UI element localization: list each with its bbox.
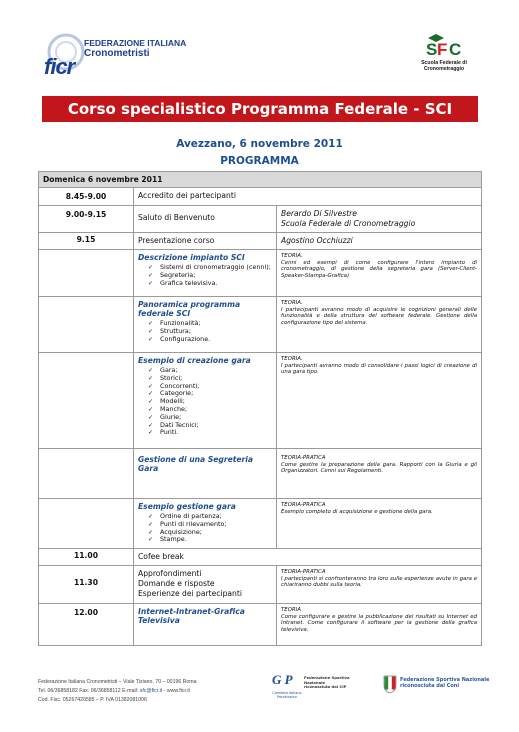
table-row	[39, 188, 482, 206]
note-body: I partecipanti si confronteranno tra loro sulle esperienze avute in gara e chiariranno dubbi sulla teoria.	[281, 575, 478, 589]
sfc-school-line2: Cronometraggio	[423, 66, 465, 72]
list-item: ✓ Ordine di partenza;	[148, 513, 272, 521]
footer-line1: Federazione Italiana Cronometristi – Viale Tiziano, 70 – 00196 Roma	[38, 679, 197, 685]
sfc-emblem-icon	[422, 30, 466, 58]
note-cell	[277, 250, 482, 297]
discussion-line: Approfondimenti	[138, 569, 202, 578]
session-cell	[134, 604, 277, 646]
session-title: Esempio gestione gara	[138, 502, 236, 511]
list-item: ✓ Manche;	[148, 406, 272, 414]
cip-text: Federazione Sportiva Nazionale riconosciuta dal CIP	[304, 675, 350, 690]
list-item: ✓ Categorie;	[148, 390, 272, 398]
time-cell-empty	[39, 297, 134, 353]
session-title: Gestione di una Segreteria Gara	[138, 455, 254, 473]
session-title: Internet-Intranet-Grafica Televisiva	[138, 607, 245, 625]
time-cell-empty	[39, 353, 134, 449]
note-title: TEORIA-PRATICA	[281, 502, 326, 508]
note-body: Come configurare e gestire la pubblicazione dei risultati su Internet ed Intranet. Come configurare il software per la gestione della grafica televisiva.	[281, 613, 478, 633]
list-item: ✓ Segreteria;	[148, 272, 272, 280]
svg-text:C: C	[449, 40, 462, 58]
session-cell	[134, 297, 277, 353]
note-body: Esempio completo di acquisizione e gestione della gara.	[281, 508, 433, 515]
footer-line2	[38, 687, 197, 696]
note-body: Cenni ed esempi di come configurare l'intero impianto di cronometraggio, di gestione della segreteria gara (Server-Client-Speaker-Stampa-Grafica)	[281, 259, 478, 279]
note-body: Come gestire la preparazione della gara. Rapporti con la Giuria e gli Organizzatori. Cenni sui Regolamenti.	[281, 461, 478, 475]
time-cell-empty	[39, 499, 134, 549]
note-cell	[277, 604, 482, 646]
table-row	[39, 449, 482, 499]
day-row	[39, 172, 482, 188]
table-row	[39, 250, 482, 297]
cip-mark: G P	[272, 672, 293, 687]
session-cell	[134, 499, 277, 549]
time-cell: 11.30	[39, 566, 134, 604]
activity-cell: Accredito dei partecipanti	[134, 188, 482, 206]
note-title: TEORIA-PRATICA	[281, 569, 326, 575]
page-title: Corso specialistico Programma Federale - SCI	[42, 96, 478, 122]
footer-line3: Cod. Fisc. 05267420585 – P. IVA 01382081006	[38, 697, 147, 703]
table-row	[39, 233, 482, 250]
activity-cell	[134, 566, 277, 604]
footer-phone: Tel. 06/36858182 Fax: 06/36858112 E-mail:	[38, 688, 140, 694]
svg-text:F: F	[437, 40, 448, 58]
table-row	[39, 549, 482, 566]
session-cell	[134, 353, 277, 449]
time-cell-empty	[39, 250, 134, 297]
ficr-org-line2: Cronometristi	[84, 48, 150, 59]
ficr-org-line1: FEDERAZIONE ITALIANA	[84, 38, 187, 48]
activity-cell: Cofee break	[134, 549, 482, 566]
table-row	[39, 206, 482, 233]
footer-sep: -	[162, 688, 167, 694]
list-item: ✓ Sistemi di cronometraggio (cenni);	[148, 264, 272, 272]
session-items	[148, 513, 272, 544]
list-item: ✓ Gara;	[148, 367, 272, 375]
note-cell	[277, 297, 482, 353]
session-title: Descrizione impianto SCI	[138, 253, 245, 262]
note-cell	[277, 566, 482, 604]
note-body: I partecipanti avranno modo di consolidare i passi logici di creazione di una gara tipo.	[281, 362, 478, 376]
list-item: ✓ Dati Tecnici;	[148, 422, 272, 430]
italia-shield-icon	[383, 674, 397, 694]
list-item: ✓ Modelli;	[148, 398, 272, 406]
time-cell: 8.45-9.00	[39, 188, 134, 206]
speaker-cell	[277, 206, 482, 233]
list-item: ✓ Acquisizione;	[148, 529, 272, 537]
list-item: ✓ Stampe.	[148, 536, 272, 544]
time-cell: 9.15	[39, 233, 134, 250]
note-cell	[277, 449, 482, 499]
note-title: TEORIA.	[281, 300, 303, 306]
note-title: TEORIA-PRATICA	[281, 455, 326, 461]
time-cell: 12.00	[39, 604, 134, 646]
note-body: I partecipanti avranno modo di acquisire le cognizioni generali delle funzionalità e della struttura del software federale. Gestione della configurazione tipo del sistema.	[281, 306, 478, 326]
table-row	[39, 353, 482, 449]
session-cell	[134, 250, 277, 297]
time-cell: 11.00	[39, 549, 134, 566]
time-cell-empty	[39, 449, 134, 499]
list-item: ✓ Storici;	[148, 375, 272, 383]
ficr-logo	[42, 32, 192, 80]
list-item: ✓ Concorrenti;	[148, 383, 272, 391]
session-items	[148, 320, 272, 343]
session-title: Esempio di creazione gara	[138, 356, 251, 365]
session-cell	[134, 449, 277, 499]
ficr-wordmark: ficr	[44, 54, 75, 79]
list-item: ✓ Struttura;	[148, 328, 272, 336]
note-cell	[277, 499, 482, 549]
svg-text:S: S	[426, 40, 438, 58]
discussion-line: Domande e risposte	[138, 579, 215, 588]
coni-logo	[383, 674, 493, 700]
list-item: ✓ Punti.	[148, 429, 272, 437]
table-row	[39, 297, 482, 353]
sfc-school-line1: Scuola Federale di	[421, 60, 467, 66]
cip-sub: Comitato Italiano Paralimpico	[272, 691, 302, 699]
note-title: TEORIA.	[281, 356, 303, 362]
activity-cell: Saluto di Benvenuto	[134, 206, 277, 233]
list-item: ✓ Punti di rilevamento;	[148, 521, 272, 529]
list-item: ✓ Configurazione.	[148, 336, 272, 344]
footer-web-link[interactable]: www.ficr.it	[166, 688, 190, 694]
discussion-line: Esperienze dei partecipanti	[138, 589, 242, 598]
program-heading: PROGRAMMA	[220, 155, 299, 167]
time-cell: 9.00-9.15	[39, 206, 134, 233]
table-row	[39, 604, 482, 646]
session-items	[148, 367, 272, 437]
table-row	[39, 499, 482, 549]
activity-cell: Presentazione corso	[134, 233, 277, 250]
coni-text: Federazione Sportiva Nazionale riconosciuta dal Coni	[400, 677, 490, 690]
sfc-logo	[412, 30, 476, 80]
footer-address	[38, 678, 197, 705]
cip-logo	[272, 672, 352, 702]
speaker-affiliation: Scuola Federale di Cronometraggio	[281, 219, 416, 228]
list-item: ✓ Funzionalità;	[148, 320, 272, 328]
session-title: Panoramica programma federale SCI	[138, 300, 241, 318]
speaker-name: Agostino Occhiuzzi	[277, 233, 482, 250]
footer-email-link[interactable]: sfc@ficr.it	[139, 688, 163, 694]
note-cell	[277, 353, 482, 449]
day-label: Domenica 6 novembre 2011	[39, 172, 482, 188]
list-item: ✓ Grafica televisiva.	[148, 280, 272, 288]
note-title: TEORIA.	[281, 253, 303, 259]
speaker-name: Berardo Di Silvestre	[281, 209, 357, 218]
location-date: Avezzano, 6 novembre 2011	[176, 138, 343, 150]
session-items	[148, 264, 272, 287]
program-table	[38, 171, 482, 646]
table-row	[39, 566, 482, 604]
note-title: TEORIA	[281, 607, 301, 613]
list-item: ✓ Giurie;	[148, 414, 272, 422]
